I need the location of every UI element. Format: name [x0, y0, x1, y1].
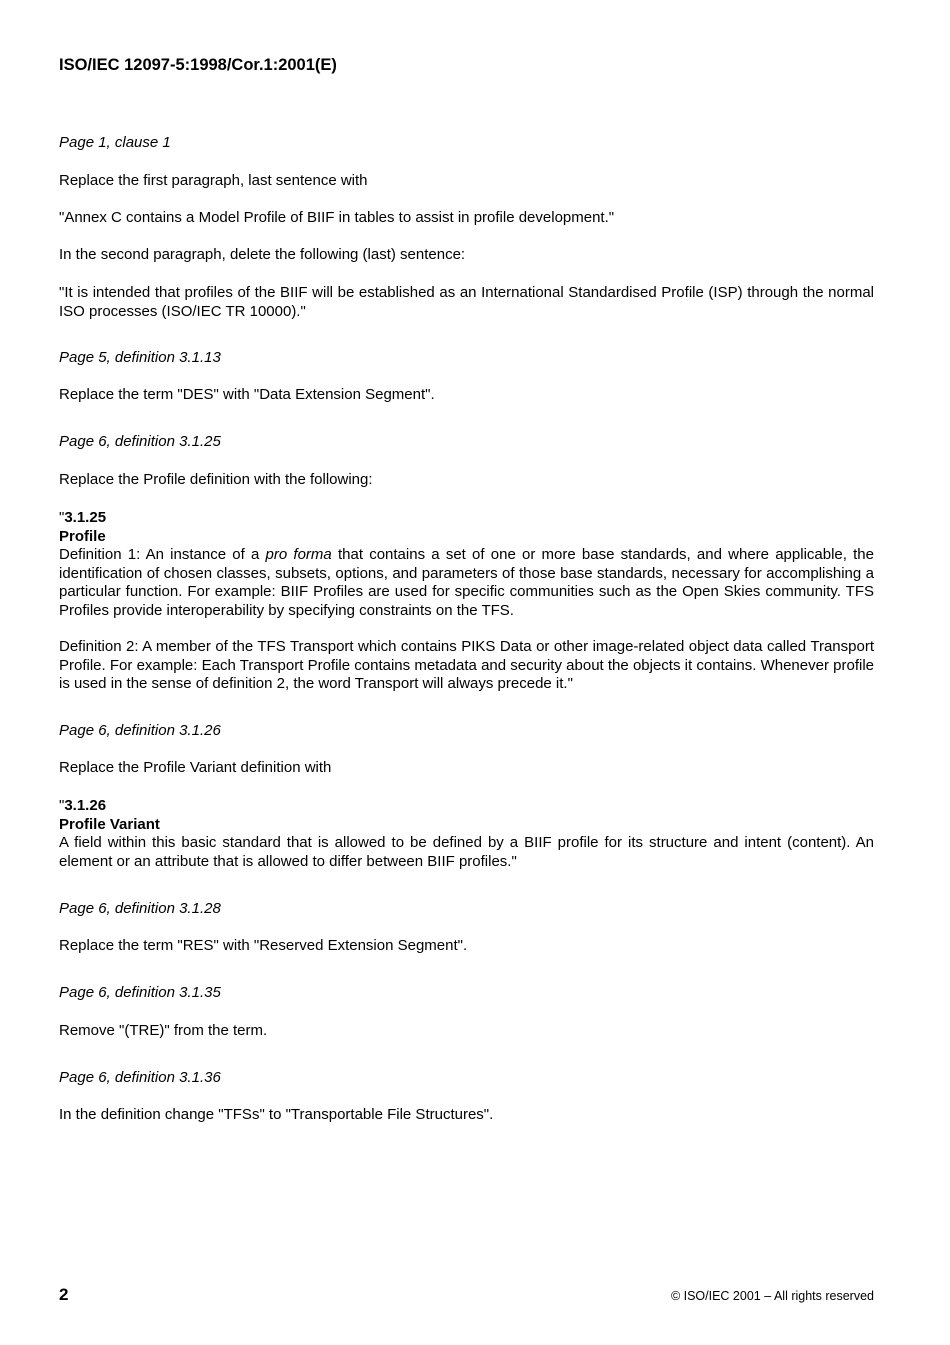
paragraph: Replace the term "RES" with "Reserved Extension Segment".	[59, 937, 468, 954]
paragraph: In the second paragraph, delete the following (last) sentence:	[59, 246, 466, 263]
document-header: ISO/IEC 12097-5:1998/Cor.1:2001(E)	[59, 56, 337, 74]
paragraph: Replace the term "DES" with "Data Extension Segment".	[59, 386, 435, 403]
section-reference: Page 6, definition 3.1.26	[59, 722, 221, 739]
paragraph: Replace the Profile definition with the following:	[59, 471, 373, 488]
section-reference: Page 6, definition 3.1.28	[59, 900, 221, 917]
page-number: 2	[59, 1285, 69, 1304]
quote-mark: "	[59, 509, 65, 526]
quoted-paragraph: "Annex C contains a Model Profile of BIIF in tables to assist in profile development."	[59, 209, 615, 226]
term-number: 3.1.26	[64, 797, 107, 814]
section-reference: Page 1, clause 1	[59, 134, 171, 151]
paragraph: In the definition change "TFSs" to "Transportable File Structures".	[59, 1106, 494, 1123]
quoted-paragraph: "It is intended that profiles of the BIIF will be established as an International Standardised Profile (ISP) through the normal ISO processes (ISO/IEC TR 10000)."	[59, 284, 874, 320]
definition-paragraph	[59, 546, 874, 620]
definition-paragraph: Definition 2: A member of the TFS Transport which contains PIKS Data or other image-related object data called Transport Profile. For example: Each Transport Profile contains metadata and security about the objects it contains. Whenever profile is used in the sense of definition 2, the word Transport will always precede it."	[59, 638, 874, 692]
term-title: Profile	[59, 528, 106, 545]
definition-number	[59, 509, 874, 528]
paragraph: Remove "(TRE)" from the term.	[59, 1022, 268, 1039]
definition-number	[59, 797, 874, 816]
section-reference: Page 6, definition 3.1.35	[59, 984, 221, 1001]
definition-text: that contains a set of one or more base standards, and where applicable, the identification of chosen classes, subsets, options, and parameters of those base standards, necessary for accomplishing a particular function. For example: BIIF Profiles are used for specific communities such as the Open Skies community. TFS Profiles provide interoperability by specifying constraints on the TFS.	[59, 546, 874, 619]
term-number: 3.1.25	[64, 509, 107, 526]
quote-mark: "	[59, 797, 65, 814]
section-reference: Page 5, definition 3.1.13	[59, 349, 221, 366]
definition-emphasis: pro forma	[265, 546, 332, 563]
section-reference: Page 6, definition 3.1.25	[59, 433, 221, 450]
paragraph: Replace the Profile Variant definition with	[59, 759, 332, 776]
definition-text: Definition 1: An instance of a	[59, 546, 266, 563]
paragraph: Replace the first paragraph, last sentence with	[59, 172, 368, 189]
term-title: Profile Variant	[59, 816, 160, 833]
definition-paragraph: A field within this basic standard that is allowed to be defined by a BIIF profile for its structure and intent (content). An element or an attribute that is allowed to differ between BIIF profiles."	[59, 834, 874, 870]
section-reference: Page 6, definition 3.1.36	[59, 1069, 221, 1086]
copyright-notice: © ISO/IEC 2001 – All rights reserved	[670, 1289, 874, 1303]
